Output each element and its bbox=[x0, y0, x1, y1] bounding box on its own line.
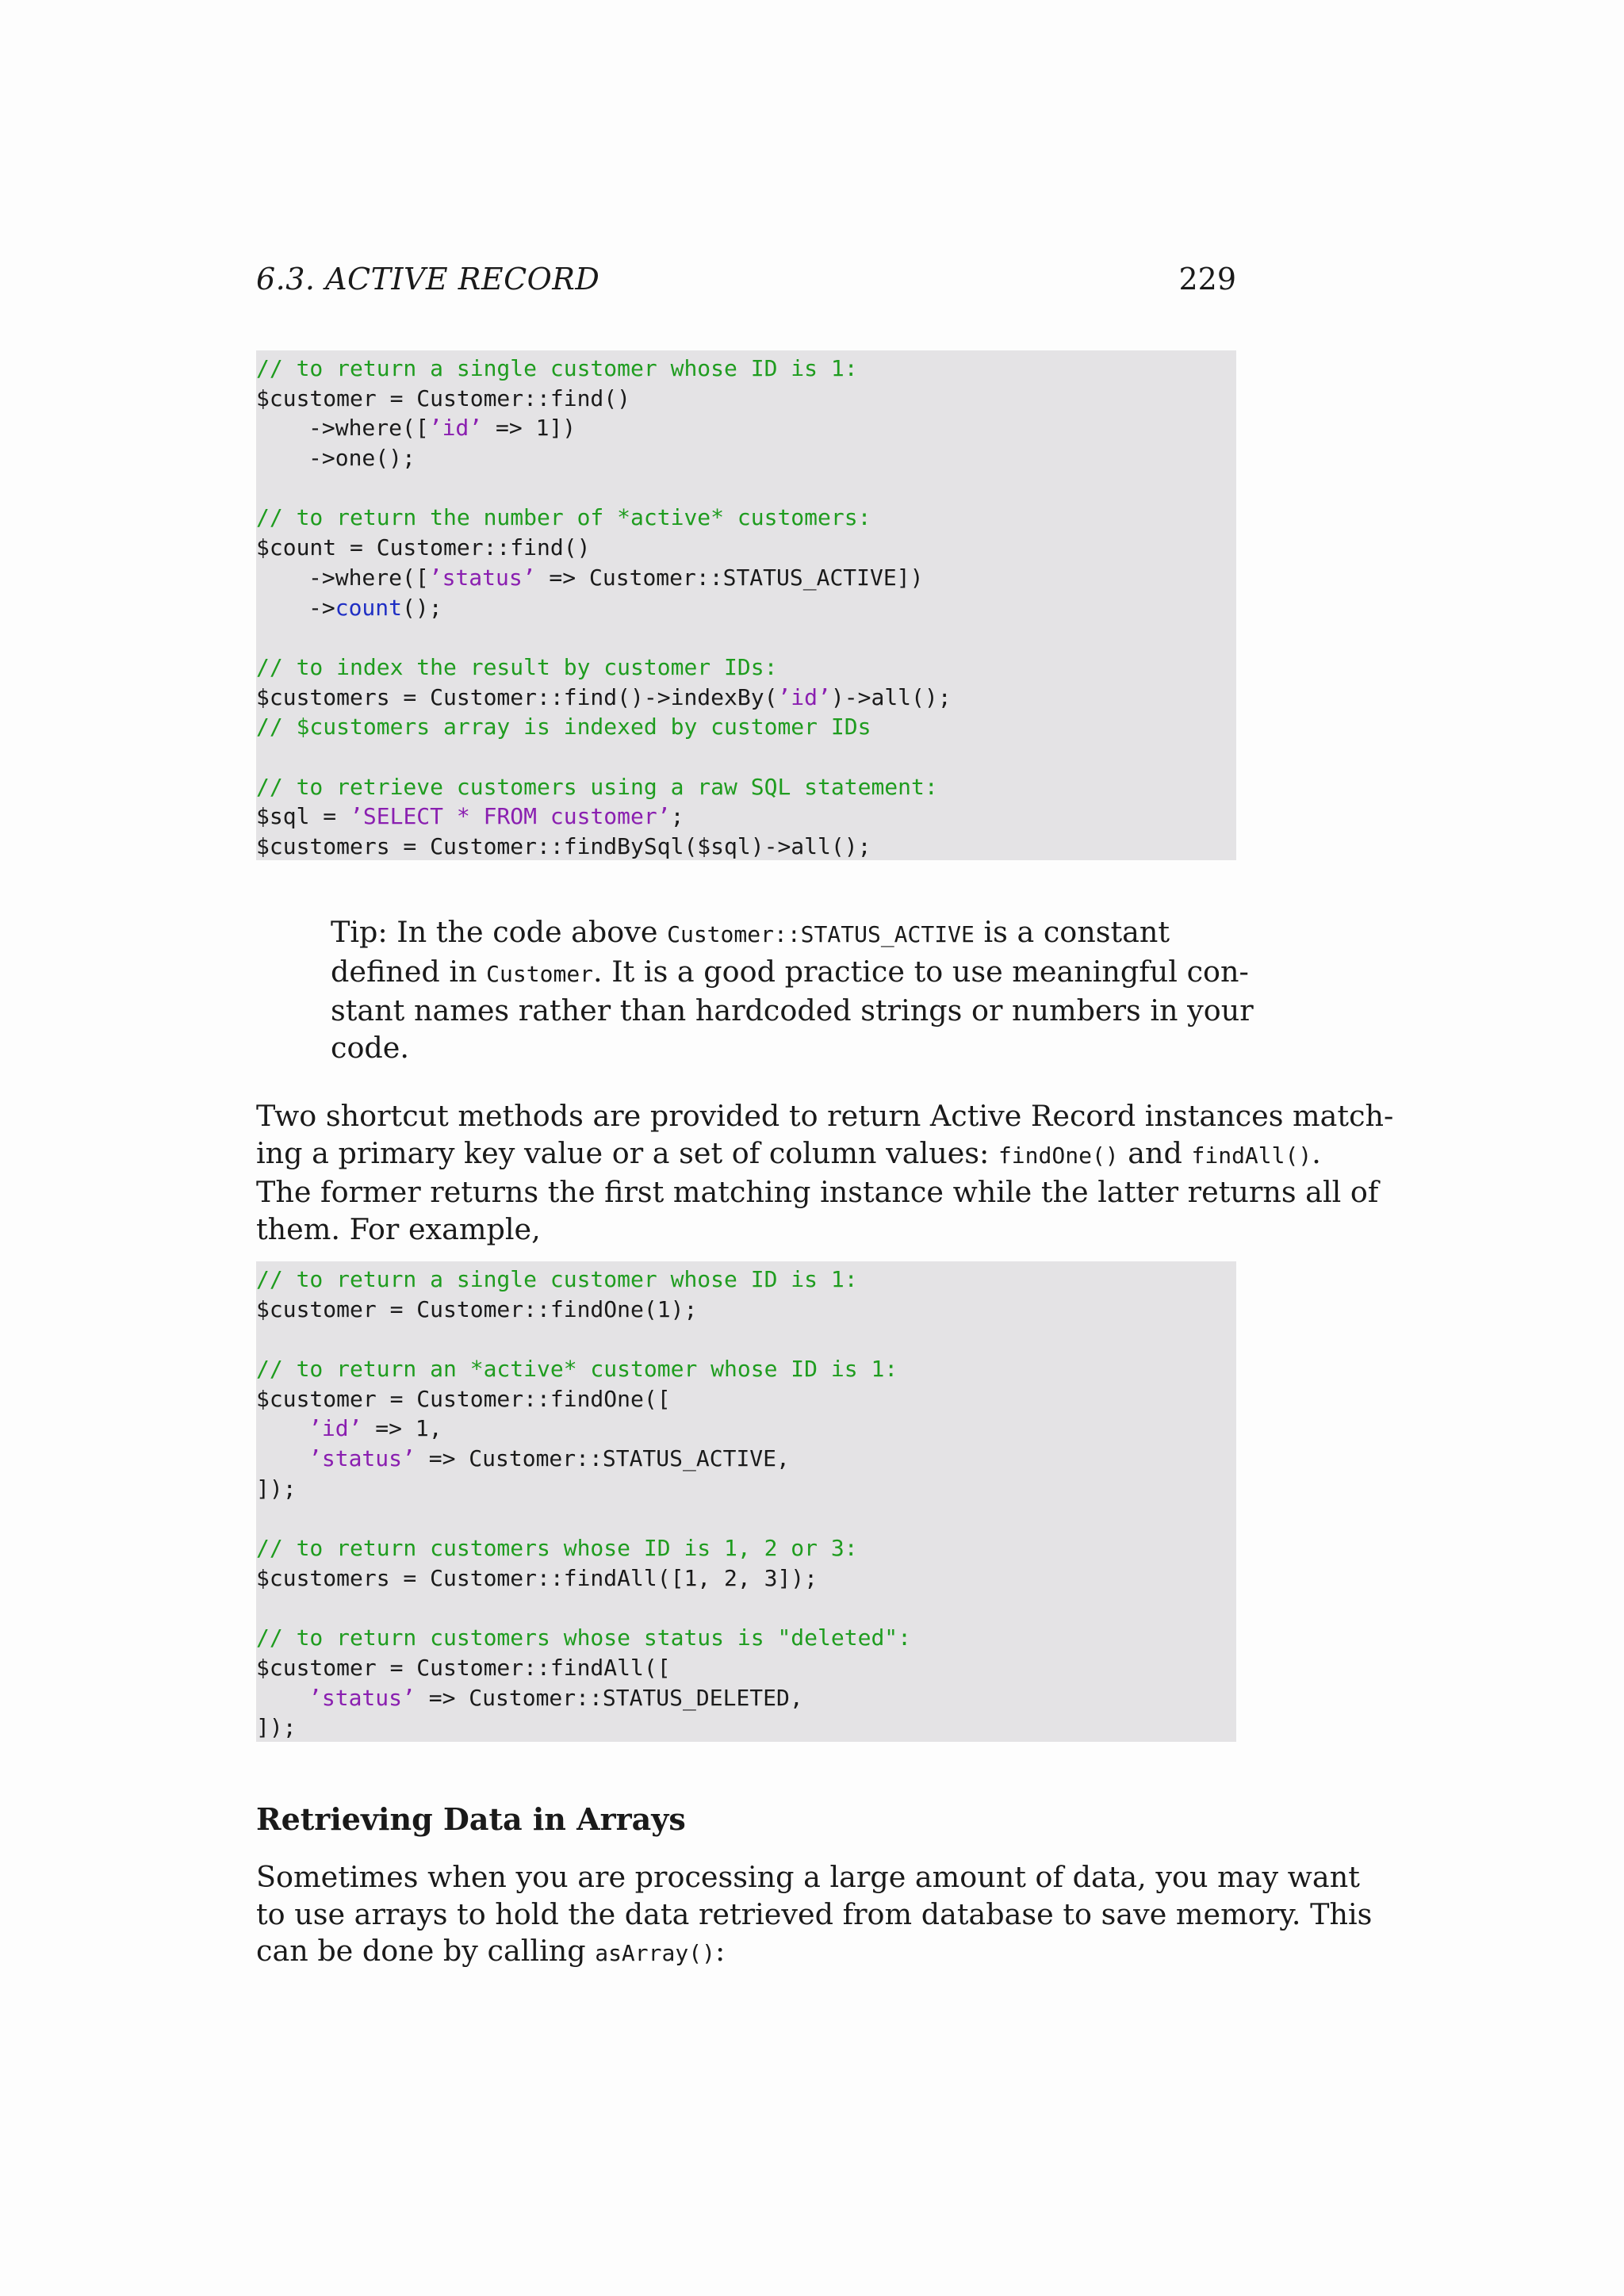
code-line bbox=[256, 1653, 1236, 1683]
code-line bbox=[256, 622, 1236, 652]
code-text: )->all(); bbox=[830, 683, 952, 710]
page-header bbox=[256, 255, 1236, 303]
text-run: defined in bbox=[331, 954, 487, 989]
code-string: ’status’ bbox=[308, 1684, 416, 1711]
code-line bbox=[256, 354, 1236, 384]
code-text: $customer = Customer::findOne(1); bbox=[256, 1295, 698, 1322]
inline-code: asArray() bbox=[595, 1940, 715, 1966]
code-comment: // to return the number of *active* customers: bbox=[256, 504, 871, 531]
code-text: $customers = Customer::findAll([1, 2, 3]); bbox=[256, 1564, 818, 1591]
code-line bbox=[256, 772, 1236, 802]
text-run: stant names rather than hardcoded strings or numbers in your bbox=[331, 993, 1254, 1027]
code-line bbox=[256, 712, 1236, 742]
code-string: ’id’ bbox=[308, 1415, 362, 1442]
arrays-paragraph bbox=[256, 1859, 1373, 1973]
text-line bbox=[256, 1211, 1236, 1249]
code-line bbox=[256, 1354, 1236, 1384]
code-keyword: count bbox=[335, 594, 403, 621]
code-string: ’id’ bbox=[428, 415, 483, 442]
code-text: $customer = Customer::findAll([ bbox=[256, 1654, 671, 1681]
code-string: ’SELECT * FROM customer’ bbox=[350, 803, 671, 830]
text-line bbox=[331, 1030, 1160, 1067]
text-run: Two shortcut methods are provided to return Active Record instances match- bbox=[256, 1099, 1394, 1133]
text-line bbox=[331, 954, 1249, 993]
code-text: ->one(); bbox=[308, 445, 416, 472]
code-comment: // to index the result by customer IDs: bbox=[256, 653, 778, 680]
code-line bbox=[256, 413, 1236, 443]
code-text: ]); bbox=[256, 1714, 297, 1741]
code-string: ’status’ bbox=[428, 564, 536, 591]
text-line bbox=[331, 914, 1170, 954]
code-text: => Customer::STATUS_ACTIVE, bbox=[415, 1445, 790, 1472]
code-line bbox=[256, 1414, 1236, 1444]
code-text: => 1, bbox=[362, 1415, 442, 1442]
text-line bbox=[331, 993, 1254, 1030]
code-line bbox=[256, 1444, 1236, 1474]
text-run: Sometimes when you are processing a large amount of data, you may want bbox=[256, 1860, 1360, 1894]
code-line bbox=[256, 1504, 1236, 1534]
code-string: ’id’ bbox=[777, 683, 831, 710]
text-line bbox=[256, 1098, 1394, 1135]
code-line bbox=[256, 832, 1236, 862]
code-line bbox=[256, 533, 1236, 563]
code-text: -> bbox=[308, 594, 335, 621]
code-text: $sql = bbox=[256, 803, 350, 830]
text-run: . It is a good practice to use meaningful con- bbox=[593, 954, 1249, 989]
code-line bbox=[256, 1683, 1236, 1713]
code-text: => 1]) bbox=[482, 415, 576, 442]
running-head-section: 6.3. ACTIVE RECORD bbox=[256, 262, 600, 297]
code-text: $count = Customer::find() bbox=[256, 534, 591, 561]
text-run: Tip: In the code above bbox=[331, 915, 668, 949]
text-run: and bbox=[1118, 1135, 1192, 1170]
code-text: ; bbox=[670, 803, 684, 830]
code-string: ’status’ bbox=[308, 1445, 416, 1472]
page-number: 229 bbox=[1178, 262, 1236, 297]
code-block-findone-findall bbox=[256, 1261, 1236, 1742]
code-line bbox=[256, 742, 1236, 772]
code-comment: // to return an *active* customer whose ID is 1: bbox=[256, 1356, 898, 1383]
code-comment: // to return a single customer whose ID is 1: bbox=[256, 1266, 858, 1292]
code-text: (); bbox=[402, 594, 442, 621]
code-text: => Customer::STATUS_ACTIVE]) bbox=[535, 564, 924, 591]
inline-code: findAll() bbox=[1191, 1142, 1312, 1169]
code-line bbox=[256, 1265, 1236, 1295]
code-line bbox=[256, 563, 1236, 593]
text-run: is a constant bbox=[974, 915, 1170, 949]
code-line bbox=[256, 473, 1236, 503]
subsection-title: Retrieving Data in Arrays bbox=[256, 1801, 686, 1837]
code-comment: // to retrieve customers using a raw SQL statement: bbox=[256, 773, 938, 800]
code-line bbox=[256, 1474, 1236, 1504]
text-run: can be done by calling bbox=[256, 1934, 596, 1968]
shortcut-methods-paragraph bbox=[256, 1098, 1394, 1248]
code-line bbox=[256, 1384, 1236, 1414]
code-line bbox=[256, 503, 1236, 533]
code-line bbox=[256, 652, 1236, 683]
code-comment: // $customers array is indexed by customer IDs bbox=[256, 714, 871, 740]
text-run: : bbox=[714, 1934, 726, 1968]
text-line bbox=[256, 1859, 1360, 1896]
code-text: ->where([ bbox=[308, 564, 429, 591]
code-text: ]); bbox=[256, 1475, 297, 1502]
code-comment: // to return a single customer whose ID is 1: bbox=[256, 355, 858, 381]
code-line bbox=[256, 1295, 1236, 1325]
code-text: $customer = Customer::findOne([ bbox=[256, 1385, 671, 1412]
code-block-find-examples bbox=[256, 350, 1236, 860]
code-line bbox=[256, 683, 1236, 713]
code-comment: // to return customers whose status is "deleted": bbox=[256, 1624, 912, 1651]
code-text: => Customer::STATUS_DELETED, bbox=[415, 1684, 803, 1711]
code-text: $customer = Customer::find() bbox=[256, 385, 631, 411]
code-line bbox=[256, 1533, 1236, 1563]
code-line bbox=[256, 593, 1236, 623]
code-text: $customers = Customer::findBySql($sql)->all(); bbox=[256, 833, 871, 859]
text-run: to use arrays to hold the data retrieved from database to save memory. This bbox=[256, 1896, 1373, 1931]
inline-code: Customer::STATUS_ACTIVE bbox=[667, 921, 975, 947]
text-run: . bbox=[1312, 1135, 1321, 1170]
code-line bbox=[256, 443, 1236, 473]
code-line bbox=[256, 1324, 1236, 1354]
text-run: them. For example, bbox=[256, 1211, 541, 1246]
text-run: ing a primary key value or a set of column values: bbox=[256, 1135, 998, 1170]
code-line bbox=[256, 1712, 1236, 1743]
inline-code: Customer bbox=[486, 960, 594, 987]
code-line bbox=[256, 1563, 1236, 1594]
code-line bbox=[256, 384, 1236, 414]
text-run: The former returns the first matching instance while the latter returns all of bbox=[256, 1175, 1379, 1209]
text-line bbox=[256, 1135, 1321, 1175]
code-text: ->where([ bbox=[308, 415, 429, 442]
text-line bbox=[256, 1896, 1373, 1934]
code-line bbox=[256, 1623, 1236, 1653]
text-run: code. bbox=[331, 1030, 409, 1065]
code-comment: // to return customers whose ID is 1, 2 or 3: bbox=[256, 1535, 858, 1562]
inline-code: findOne() bbox=[998, 1142, 1119, 1169]
text-line bbox=[256, 1174, 1379, 1211]
tip-paragraph bbox=[331, 914, 1254, 1066]
code-line bbox=[256, 1594, 1236, 1624]
code-line bbox=[256, 802, 1236, 832]
code-text: $customers = Customer::find()->indexBy( bbox=[256, 683, 778, 710]
text-line bbox=[256, 1933, 1236, 1973]
